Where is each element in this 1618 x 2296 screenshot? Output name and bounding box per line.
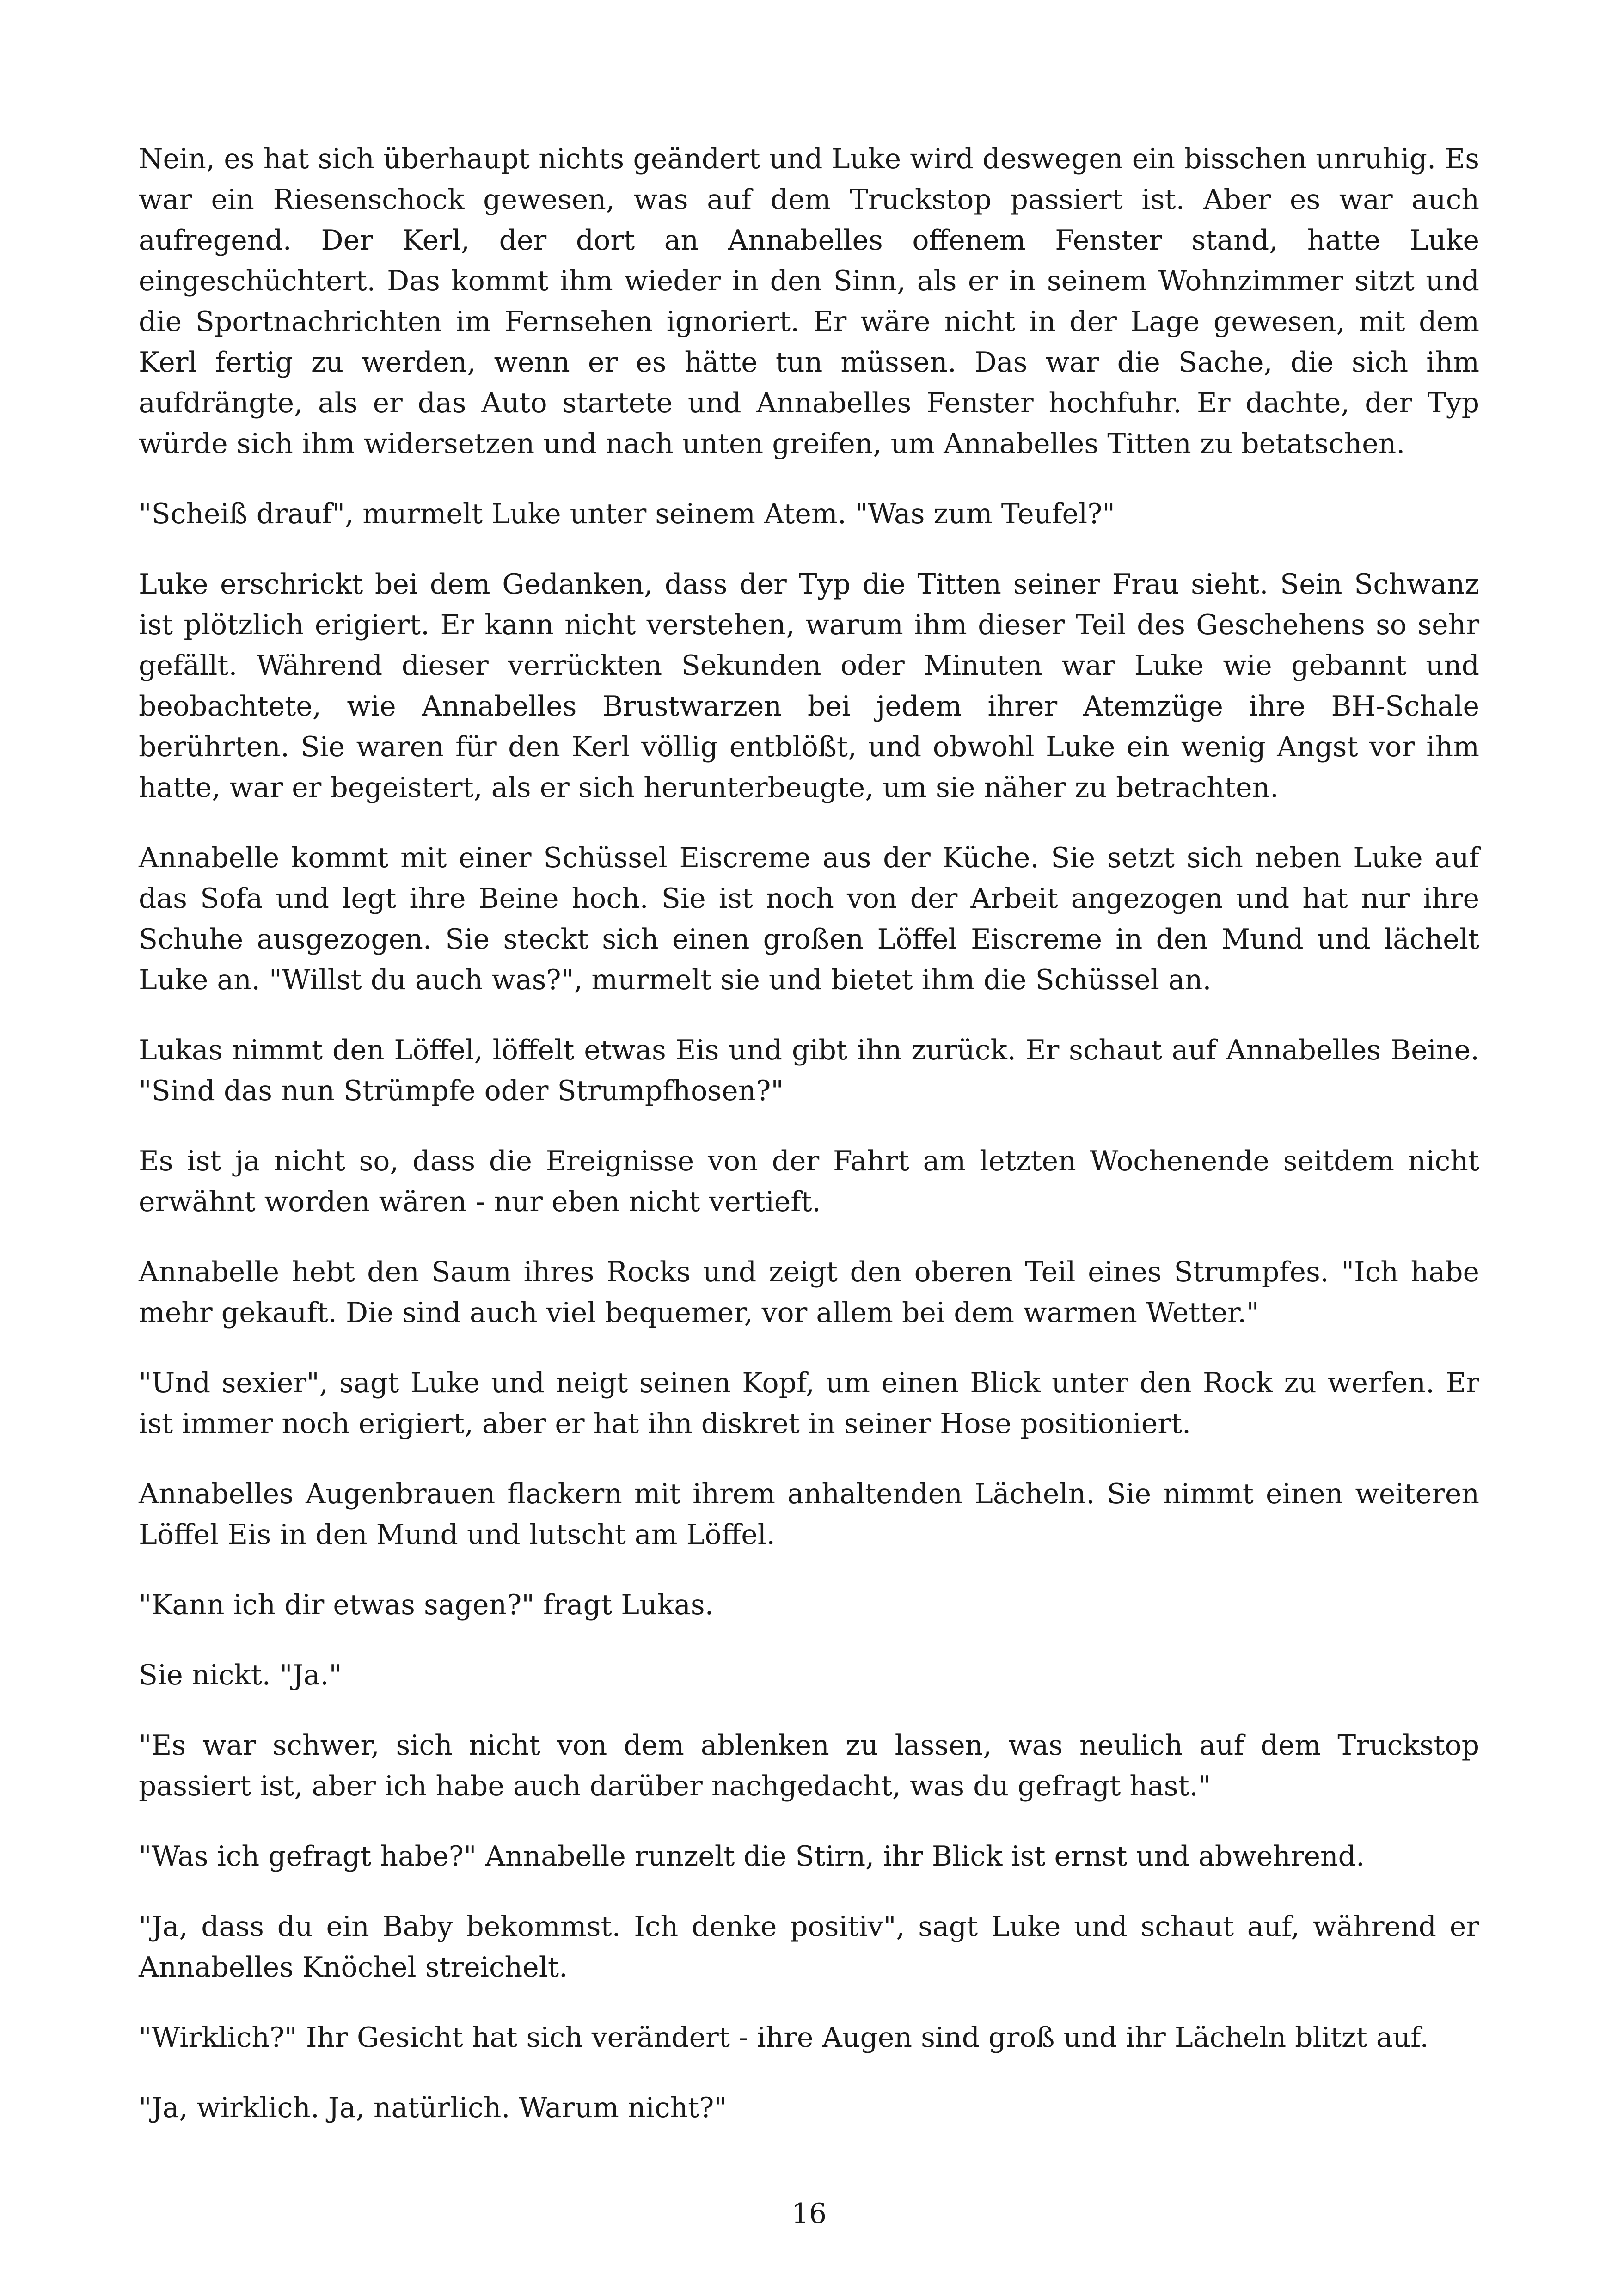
paragraph: "Ja, wirklich. Ja, natürlich. Warum nicht?"	[139, 2092, 727, 2124]
paragraph: Nein, es hat sich überhaupt nichts geändert und Luke wird deswegen ein bisschen unruhig. Es war ein Riesenschock gewesen, was auf dem Truckstop passiert ist. Aber es war auch aufregend. Der Kerl, der dort an Annabelles offenem Fenster stand, hatte Luke eingeschüchtert. Das kommt ihm wieder in den Sinn, als er in seinem Wohnzimmer sitzt und die Sportnachrichten im Fernsehen ignoriert. Er wäre nicht in der Lage gewesen, mit dem Kerl fertig zu werden, wenn er es hätte tun müssen. Das war die Sache, die sich ihm aufdrängte, als er das Auto startete und Annabelles Fenster hochfuhr. Er dachte, der Typ würde sich ihm widersetzen und nach unten greifen, um Annabelles Titten zu betatschen.	[139, 143, 1479, 460]
paragraph: Es ist ja nicht so, dass die Ereignisse von der Fahrt am letzten Wochenende seitdem nicht erwähnt worden wären - nur eben nicht vertieft.	[139, 1145, 1479, 1218]
paragraph: Annabelles Augenbrauen flackern mit ihrem anhaltenden Lächeln. Sie nimmt einen weiteren Löffel Eis in den Mund und lutscht am Löffel.	[139, 1478, 1479, 1551]
paragraph: "Scheiß drauf", murmelt Luke unter seinem Atem. "Was zum Teufel?"	[139, 498, 1115, 530]
paragraph: "Und sexier", sagt Luke und neigt seinen Kopf, um einen Blick unter den Rock zu werfen. Er ist immer noch erigiert, aber er hat ihn diskret in seiner Hose positioniert.	[139, 1367, 1479, 1440]
paragraph: "Kann ich dir etwas sagen?" fragt Lukas.	[139, 1589, 714, 1621]
page-body	[139, 139, 1479, 2158]
paragraph: Lukas nimmt den Löffel, löffelt etwas Eis und gibt ihn zurück. Er schaut auf Annabelles Beine. "Sind das nun Strümpfe oder Strumpfhosen?"	[139, 1034, 1479, 1107]
paragraph: "Ja, dass du ein Baby bekommst. Ich denke positiv", sagt Luke und schaut auf, während er Annabelles Knöchel streichelt.	[139, 1910, 1479, 1984]
paragraph: Luke erschrickt bei dem Gedanken, dass der Typ die Titten seiner Frau sieht. Sein Schwanz ist plötzlich erigiert. Er kann nicht verstehen, warum ihm dieser Teil des Geschehens so sehr gefällt. Während dieser verrückten Sekunden oder Minuten war Luke wie gebannt und beobachtete, wie Annabelles Brustwarzen bei jedem ihrer Atemzüge ihre BH-Schale berührten. Sie waren für den Kerl völlig entblößt, und obwohl Luke ein wenig Angst vor ihm hatte, war er begeistert, als er sich herunterbeugte, um sie näher zu betrachten.	[139, 568, 1479, 804]
paragraph: Sie nickt. "Ja."	[139, 1659, 342, 1691]
paragraph: Annabelle kommt mit einer Schüssel Eiscreme aus der Küche. Sie setzt sich neben Luke auf das Sofa und legt ihre Beine hoch. Sie ist noch von der Arbeit angezogen und hat nur ihre Schuhe ausgezogen. Sie steckt sich einen großen Löffel Eiscreme in den Mund und lächelt Luke an. "Willst du auch was?", murmelt sie und bietet ihm die Schüssel an.	[139, 842, 1479, 996]
paragraph: Annabelle hebt den Saum ihres Rocks und zeigt den oberen Teil eines Strumpfes. "Ich habe mehr gekauft. Die sind auch viel bequemer, vor allem bei dem warmen Wetter."	[139, 1256, 1479, 1329]
page-number: 16	[791, 2198, 827, 2230]
paragraph: "Was ich gefragt habe?" Annabelle runzelt die Stirn, ihr Blick ist ernst und abwehrend.	[139, 1840, 1365, 1873]
paragraph: "Wirklich?" Ihr Gesicht hat sich verändert - ihre Augen sind groß und ihr Lächeln blitzt auf.	[139, 2021, 1429, 2054]
paragraph: "Es war schwer, sich nicht von dem ablenken zu lassen, was neulich auf dem Truckstop passiert ist, aber ich habe auch darüber nachgedacht, was du gefragt hast."	[139, 1729, 1479, 1802]
